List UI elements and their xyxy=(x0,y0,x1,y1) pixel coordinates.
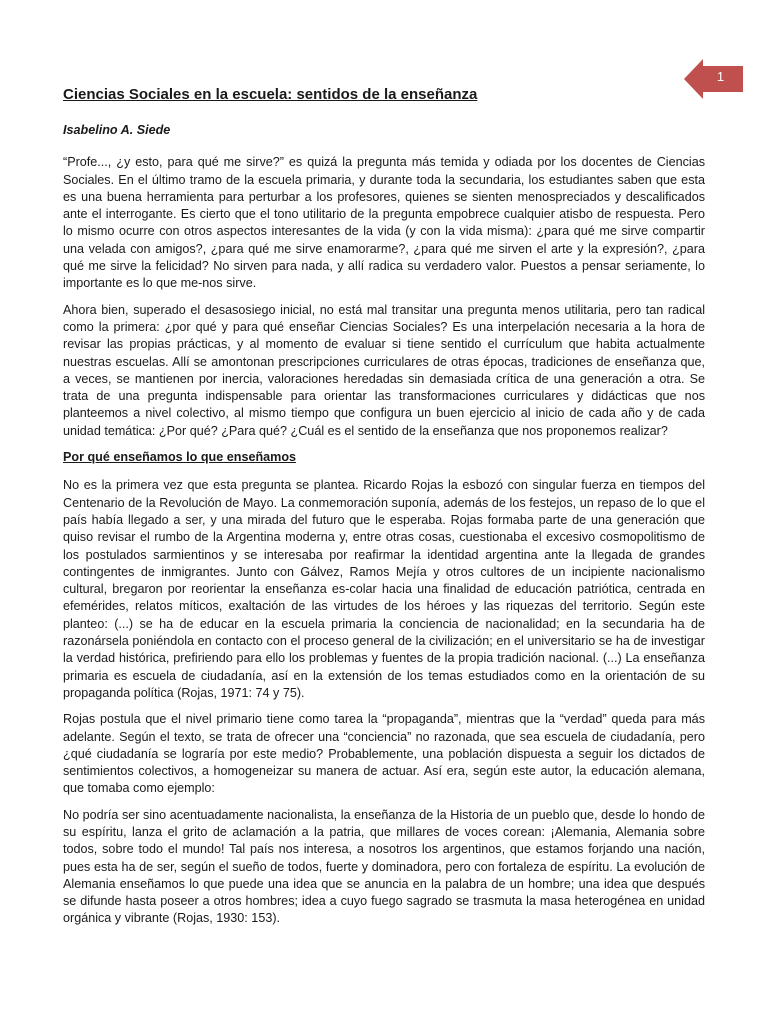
paragraph: Ahora bien, superado el desasosiego inicial, no está mal transitar una pregunta menos utilitaria, pero tan radical como la primera: ¿por qué y para qué enseñar Ciencias Sociales? Es una interpelación necesaria a la hora de revisar las propias prácticas, y al momento de evaluar si tiene sentido el currículum que habita actualmente nuestras escuelas. Allí se amontonan prescripciones curriculares de otras épocas, tradiciones de enseñanza que, a veces, se mantienen por inercia, valoraciones heredadas sin demasiada crítica de una generación a otra. Se trata de una pregunta indispensable para orientar las transformaciones curriculares y didácticas que nos planteemos a nivel colectivo, al mismo tiempo que configura un buen ejercicio al inicio de cada año y de cada unidad temática: ¿Por qué? ¿Para qué? ¿Cuál es el sentido de la enseñanza que nos proponemos realizar? xyxy=(63,302,705,438)
paragraph: Rojas postula que el nivel primario tiene como tarea la “propaganda”, mientras que la “verdad” queda para más adelante. Según el texto, se trata de ofrecer una “conciencia” no razonada, que sea escuela de ciudadanía, pero ¿qué ciudadanía se lograría por este medio? Probablemente, una población dispuesta a seguir los dictados de sentimientos colectivos, a homogeneizar su manera de actuar. Así era, según este autor, la educación alemana, que tomaba como ejemplo: xyxy=(63,712,705,796)
page-number: 1 xyxy=(716,69,725,84)
paragraph: No podría ser sino acentuadamente nacionalista, la enseñanza de la Historia de un pueblo que, desde lo hondo de su espíritu, lanza el grito de aclamación a la patria, que millares de voces corean: ¡Alemania, Alemania sobre todos, sobre todo el mundo! Tal país nos interesa, a nosotros los argentinos, que estamos forjando una nación, pues esta ha de ser, según el sueño de todos, fuerte y dominadora, pero con fortaleza de espíritu. La evolución de Alemania enseñamos lo que puede una idea que se anuncia en la palabra de un hombre; una idea que después se difunde hasta poseer a otros hombres; idea a cuyo fuego sagrado se trasmuta la masa heterogénea en unidad orgánica y vibrante (Rojas, 1930: 153). xyxy=(63,807,705,926)
document-body xyxy=(63,84,705,937)
document-author: Isabelino A. Siede xyxy=(63,123,171,137)
paragraph: “Profe..., ¿y esto, para qué me sirve?” es quizá la pregunta más temida y odiada por los docentes de Ciencias Sociales. En el último tramo de la escuela primaria, y durante toda la secundaria, los estudiantes saben que esta es una buena herramienta para perturbar a los profesores, quienes se sienten menospreciados y descalificados ante el interrogante. Es cierto que el tono utilitario de la pregunta empobrece cualquier atisbo de respuesta. Pero lo mismo ocurre con otros aspectos interesantes de la vida (y con la vida misma): ¿para qué me sirve compartir una velada con amigos?, ¿para qué me sirve enamorarme?, ¿para qué me sirven el arte y la expresión?, ¿para qué me sirve la felicidad? No sirven para nada, y allí radica su verdadero valor. Puestos a pensar seriamente, lo importante es lo que me-nos sirve. xyxy=(63,155,705,291)
paragraph: No es la primera vez que esta pregunta se plantea. Ricardo Rojas la esbozó con singular fuerza en tiempos del Centenario de la Revolución de Mayo. La conmemoración suponía, además de los festejos, un repaso de lo que el país había llegado a ser, y una mirada del futuro que le esperaba. Rojas formaba parte de una generación que quiso revisar el rumbo de la Argentina moderna y, entre otras cosas, cuestionaba el excesivo cosmopolitismo de los postulados sarmientinos y se interesaba por reafirmar la identidad argentina ante la llegada de grandes contingentes de inmigrantes. Junto con Gálvez, Ramos Mejía y otros cultores de un incipiente nacionalismo cultural, bregaron por reorientar la enseñanza es-colar hacia una finalidad de educación patriótica, centrada en efemérides, relatos míticos, exaltación de las virtudes de los héroes y las riquezas del territorio. Según este planteo: (...) se ha de educar en la escuela primaria la conciencia de nacionalidad; en la secundaria ha de razonársela poniéndola en contacto con el proceso general de la civilización; en el universitario se ha de investigar la verdad histórica, prefiriendo para ello los problemas y fuentes de la propia tradición nacional. (...) La enseñanza primaria es escuela de ciudadanía, así en la extensión de los temas estudiados como en la orientación de su propaganda política (Rojas, 1971: 74 y 75). xyxy=(63,478,705,700)
document-title: Ciencias Sociales en la escuela: sentidos de la enseñanza xyxy=(63,86,478,103)
section-heading: Por qué enseñamos lo que enseñamos xyxy=(63,450,297,465)
